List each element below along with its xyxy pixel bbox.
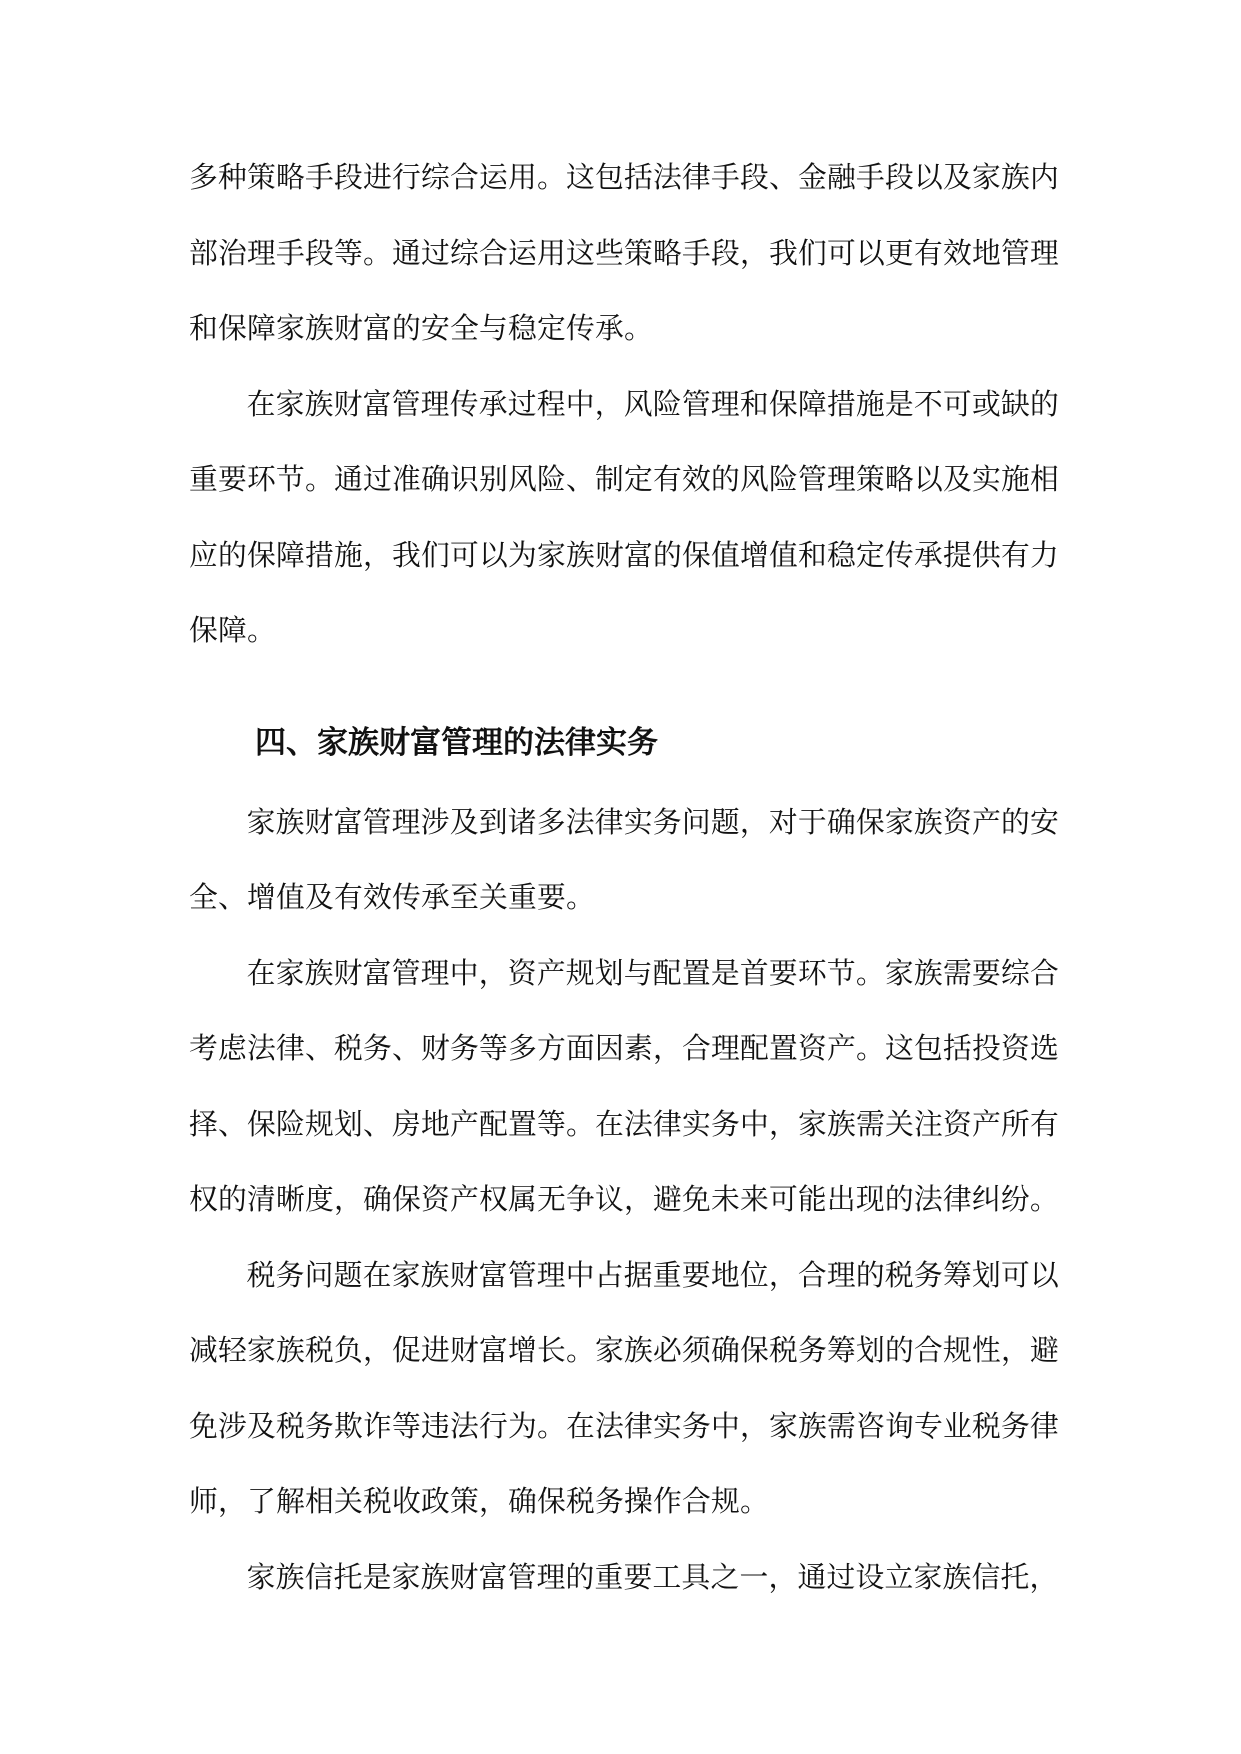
paragraph-asset-planning: 在家族财富管理中，资产规划与配置是首要环节。家族需要综合考虑法律、税务、财务等多方面因素，合理配置资产。这包括投资选择、保险规划、房地产配置等。在法律实务中，家族需关注资产所有权的清晰度，确保资产权属无争议，避免未来可能出现的法律纠纷。 [189, 955, 1059, 1216]
paragraph-tax-planning: 税务问题在家族财富管理中占据重要地位，合理的税务筹划可以减轻家族税负，促进财富增长。家族必须确保税务筹划的合规性，避免涉及税务欺诈等违法行为。在法律实务中，家族需咨询专业税务律师，了解相关税收政策，确保税务操作合规。 [189, 1257, 1059, 1518]
paragraph-family-trust: 家族信托是家族财富管理的重要工具之一，通过设立家族信托， [246, 1559, 1059, 1594]
paragraph-legal-issues-intro: 家族财富管理涉及到诸多法律实务问题，对于确保家族资产的安全、增值及有效传承至关重要。 [189, 804, 1059, 914]
paragraph-strategy-means: 多种策略手段进行综合运用。这包括法律手段、金融手段以及家族内部治理手段等。通过综合运用这些策略手段，我们可以更有效地管理和保障家族财富的安全与稳定传承。 [189, 160, 1059, 345]
document-body [189, 140, 1059, 1615]
paragraph-risk-management: 在家族财富管理传承过程中，风险管理和保障措施是不可或缺的重要环节。通过准确识别风险、制定有效的风险管理策略以及实施相应的保障措施，我们可以为家族财富的保值增值和稳定传承提供有力保障。 [189, 386, 1059, 647]
section-heading-legal-practice: 四、家族财富管理的法律实务 [255, 724, 658, 761]
